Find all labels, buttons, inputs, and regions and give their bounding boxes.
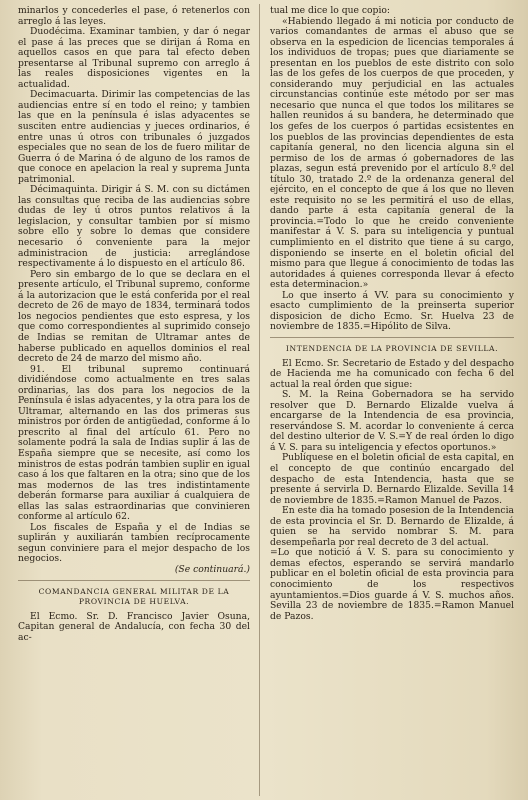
section-heading-huelva: COMANDANCIA GENERAL MILITAR DE LA PROVINCIA DE HUELVA. bbox=[38, 586, 230, 607]
column-rule bbox=[259, 4, 260, 796]
paragraph: Pero sin embargo de lo que se declara en el presente artículo, el Tribunal supremo, conforme á la autorizacion que le está conferida por el real decreto de 26 de mayo de 1834, terminará todos los negocios pendientes que esto espresa, y los que como correspondientes al suprimido consejo de Indias se remitan de Ultramar antes de haberse publicado en aquellos dominios el real decreto de 24 de marzo del mismo año. bbox=[18, 268, 250, 365]
section-heading-sevilla: INTENDENCIA DE LA PROVINCIA DE SEVILLA. bbox=[285, 343, 499, 353]
paragraph-decimaquinta: Décimaquinta. Dirigir á S. M. con su dictámen las consultas que reciba de las audiencias sobre dudas de ley ú otros puntos relativos á la legislacion, y consultar tambien por sí mismo sobre ello y sobre lo demas que considere necesario ó conveniente para la mejor administracion de justicia: arreglándose respectivamente á lo dispuesto en el artículo 86. bbox=[18, 184, 250, 270]
paragraph-signature-silva: Lo que inserto á VV. para su conocimiento y esacto cumplimiento de la preinserta superior disposicion de dicho Ecmo. Sr. Huelva 23 de noviembre de 1835.=Hipólito de Silva. bbox=[270, 289, 514, 333]
paragraph-duodecima: Duodécima. Examinar tambien, y dar ó negar el pase á las preces que se dirijan á Roma en aquellos casos en que para tal efecto deben presentarse al Tribunal supremo con arreglo á las reales disposiciones vigentes en la actualidad. bbox=[18, 26, 250, 90]
section-divider bbox=[270, 337, 514, 338]
paragraph-decimacuarta: Decimacuarta. Dirimir las competencias de las audiencias entre sí en todo el reino; y tambien las que en la península é islas adyacentes se susciten entre audiencias y jueces ordinarios, é entre unas ú otros con tribunales ó juzgados especiales que no sean de los de fuero militar de Guerra ó de Marina ó de alguno de los ramos de que conoce en apelacion la real y suprema Junta patrimonial. bbox=[18, 89, 250, 185]
paragraph-royal-order: S. M. la Reina Gobernadora se ha servido resolver que D. Bernardo Elizalde vuelva á encargarse de la Intendencia de esa provincia, reservándose S. M. acordar lo conveniente á cerca del destino ulterior de V. S.=Y de real órden lo digo á V. S. para su inteligencia y efectos oportunos.» bbox=[270, 389, 514, 453]
continuation-note: (Se continuará.) bbox=[174, 563, 250, 575]
section-divider bbox=[18, 580, 250, 581]
right-column bbox=[270, 6, 514, 622]
paragraph: tual me dice lo que copio: bbox=[270, 5, 391, 16]
paragraph: En este dia ha tomado posesion de la Intendencia de esta provincia el Sr. D. Bernardo de Elizalde, á quien se ha servido nombrar S. M. para desempeñarla por real decreto de 3 del actual. bbox=[270, 505, 514, 548]
paragraph: El Ecmo. Sr. D. Francisco Javier Osuna, Capitan general de Andalucía, con fecha 30 del ac- bbox=[18, 610, 250, 643]
paragraph: minarlos y concederles el pase, ó retenerlos con arreglo á las leyes. bbox=[18, 5, 250, 27]
paragraph-quoted-order: «Habiendo llegado á mi noticia por conducto de varios comandantes de armas el abuso que se observa en la espedicion de licencias temporales á los individuos de tropas; pues que diariamente se presentan en los pueblos de este distrito con solo las de los gefes de los cuerpos de que proceden, y considerando muy perjudicial en las actuales circunstancias continúe este método por ser mas necesario que nunca el que todos los militares se hallen reunidos á su bandera, he determinado que los gefes de los cuerpos ó partidas ecsistentes en los pueblos de las provincias dependientes de esta capitanía general, no den licencia alguna sin el permiso de los de armas ó gobernadores de las plazas, segun está prevenido por el artículo 8.º del título 30, tratado 2.º de la ordenanza general del ejército, en el concepto de que á los que no lleven este requisito no se les permitirá el uso de ellas, dando parte á esta capitanía general de la provincia.=Todo lo que he creido conveniente manifestar á V. S. para su inteligencia y puntual cumplimiento en el distrito que tiene á su cargo, disponiendo se inserte en el boletin oficial del mismo para que llegue á conocimiento de todas las autoridades á quienes corresponda llevar á efecto esta determinacion.» bbox=[270, 15, 514, 291]
paragraph: Publíquese en el boletin oficial de esta capital, en el concepto de que continúo encargado del despacho de esta Intendencia, hasta que se presente á servirla D. Bernardo Elizalde. Sevilla 14 de noviembre de 1835.=Ramon Manuel de Pazos. bbox=[270, 452, 514, 506]
paragraph: Los fiscales de España y el de Indias se suplirán y auxiliarán tambien recíprocamente segun conviniere para el mejor despacho de los negocios. bbox=[18, 521, 250, 565]
left-column bbox=[18, 6, 250, 643]
paragraph: El Ecmo. Sr. Secretario de Estado y del despacho de Hacienda me ha comunicado con fecha 6 del actual la real órden que sigue: bbox=[270, 357, 514, 390]
paragraph-article-91: 91. El tribunal supremo continuará dividiéndose como actualmente en tres salas ordinarias, las dos para los negocios de la Península é islas adyacentes, y la otra para los de Ultramar, alternando en las dos primeras sus ministros por órden de antigüedad, conforme á lo prescrito al final del artículo 61. Pero no solamente podrá la sala de Indias suplir á las de España siempre que se necesite, así como los ministros de estas podrán tambien suplir en igual caso á los que faltaren en la otra; sino que de los mas modernos de las tres indistintamente deberán formarse para auxiliar á cualquiera de ellas las salas estraordinarias que convinieren conforme al artículo 62. bbox=[18, 363, 250, 523]
paragraph-signature-pazos: =Lo que notició á V. S. para su conocimiento y demas efectos, esperando se servirá mandarlo publicar en el boletin oficial de esta provincia para conocimiento de los respectivos ayuntamientos.=Dios guarde á V. S. muchos años. Sevilla 23 de noviembre de 1835.=Ramon Manuel de Pazos. bbox=[270, 547, 514, 622]
